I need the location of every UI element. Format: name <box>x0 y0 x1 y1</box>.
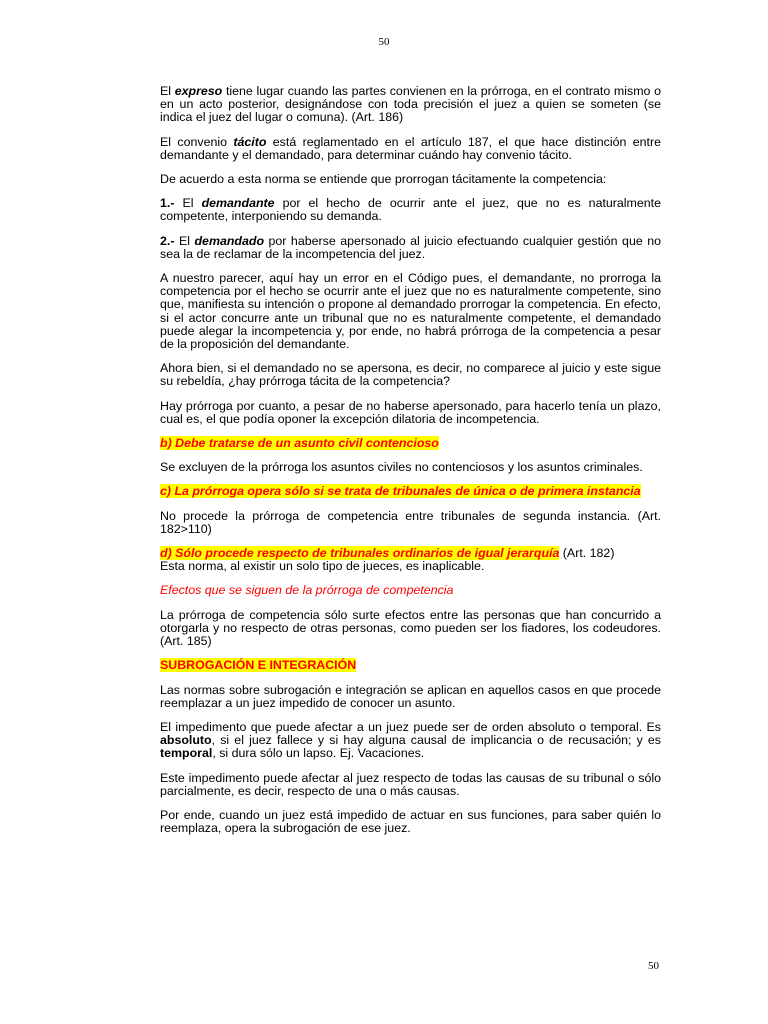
paragraph-inaplicable: Esta norma, al existir un solo tipo de jueces, es inaplicable. <box>160 559 485 574</box>
page-number-bottom: 50 <box>648 960 659 972</box>
paragraph-por-ende: Por ende, cuando un juez está impedido de actuar en sus funciones, para saber quién lo reemplaza, opera la subrogación de ese juez. <box>160 807 661 836</box>
paragraph-expreso: El expreso tiene lugar cuando las partes convienen en la prórroga, en el contrato mismo o en un acto posterior, designándose con toda precisión el juez a quien se someten (se indica el juez del lugar o comuna). (Art. 186) <box>160 84 661 125</box>
list-item-demandado: 2.- El demandado por haberse apersonado al juicio efectuando cualquier gestión que no sea la de reclamar de la incompetencia del juez. <box>160 233 662 261</box>
paragraph-parecer: A nuestro parecer, aquí hay un error en el Código pues, el demandante, no prorroga la competencia por el hecho se ocurrir ante el juez que no es naturalmente competente, sino que, manifiesta su intención o propone al demandado prorrogar la competencia. En efecto, si el actor concurre ante un tribunal que no es naturalmente competente, el demandado puede alegar la incompetencia y, por ende, no habrá prórroga de la competencia a pesar de la proposición del demandante. <box>160 271 661 352</box>
heading-c: c) La prórroga opera sólo si se trata de tribunales de única o de primera instancia <box>160 484 641 499</box>
paragraph-impedimento: El impedimento que puede afectar a un juez puede ser de orden absoluto o temporal. Es absoluto, si el juez fallece y si hay alguna causal de implicancia o de recusación; y es temporal, si dura sólo un lapso. Ej. Vacaciones. <box>160 719 661 761</box>
paragraph-segunda-instancia: No procede la prórroga de competencia entre tribunales de segunda instancia. (Art. 182>110) <box>160 508 661 536</box>
heading-efectos: Efectos que se siguen de la prórroga de competencia <box>160 583 454 598</box>
paragraph-tacito: El convenio tácito está reglamentado en el artículo 187, el que hace distinción entre demandante y el demandado, para determinar cuándo hay convenio tácito. <box>160 134 661 162</box>
paragraph-ahora-bien: Ahora bien, si el demandado no se apersona, es decir, no comparece al juicio y este sigue su rebeldía, ¿hay prórroga tácita de la competencia? <box>160 361 661 389</box>
paragraph-excluyen: Se excluyen de la prórroga los asuntos civiles no contenciosos y los asuntos criminales. <box>160 460 643 475</box>
paragraph-norma: De acuerdo a esta norma se entiende que prorrogan tácitamente la competencia: <box>160 172 607 187</box>
heading-d: d) Sólo procede respecto de tribunales ordinarios de igual jerarquía (Art. 182) <box>160 546 615 561</box>
page-number-top: 50 <box>378 36 390 48</box>
paragraph-este-impedimento: Este impedimento puede afectar al juez respecto de todas las causas de su tribunal o sólo parcialmente, es decir, respecto de una o más causas. <box>160 770 661 798</box>
heading-b: b) Debe tratarse de un asunto civil contencioso <box>160 436 439 451</box>
paragraph-hay-prorroga: Hay prórroga por cuanto, a pesar de no haberse apersonado, para hacerlo tenía un plazo, cual es, el que podía oponer la excepción dilatoria de incompetencia. <box>160 398 661 426</box>
paragraph-normas: Las normas sobre subrogación e integración se aplican en aquellos casos en que procede reemplazar a un juez impedido de conocer un asunto. <box>160 682 661 710</box>
list-item-demandante: 1.- El demandante por el hecho de ocurrir ante el juez, que no es naturalmente competente, interponiendo su demanda. <box>160 196 661 224</box>
document-body <box>160 85 661 846</box>
heading-subrogacion: SUBROGACIÓN E INTEGRACIÓN <box>160 658 357 673</box>
paragraph-efectos: La prórroga de competencia sólo surte efectos entre las personas que han concurrido a otorgarla y no respecto de otras personas, como pueden ser los fiadores, los codeudores. (Art. 185) <box>160 607 661 649</box>
